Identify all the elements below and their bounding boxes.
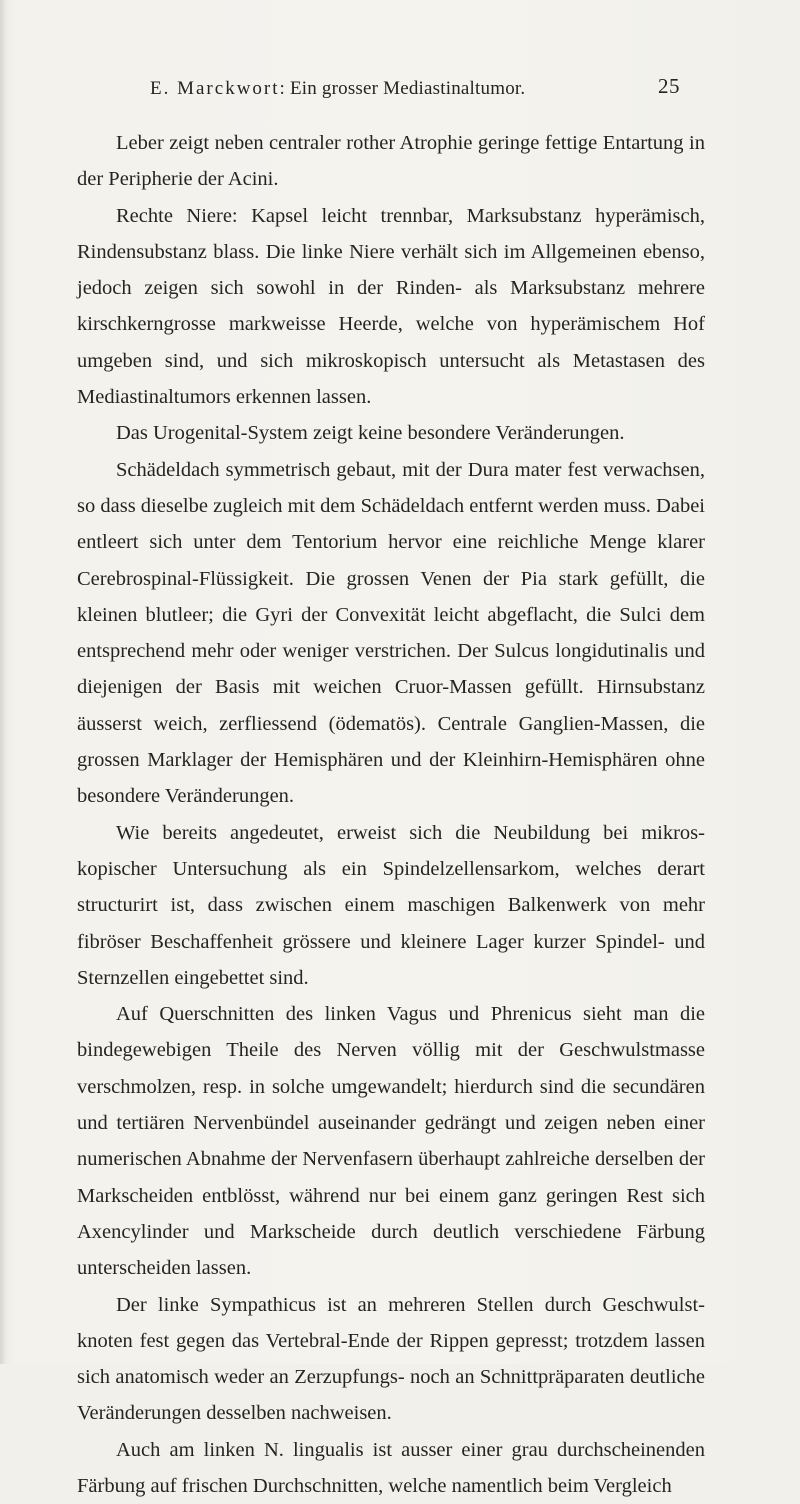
paragraph-skull: Schädeldach symmetrisch gebaut, mit der Dura mater fest verwachsen, so dass dieselbe zugleich mit dem Schädeldach entfernt werden muss. Dabei entleert sich unter dem Tentorium hervor eine reichliche Menge klarer Cerebrospinal-Flüssigkeit. Die grossen Venen der Pia stark gefüllt, die kleinen blutleer; die Gyri der Convexität leicht abgeflacht, die Sulci dem entsprechend mehr oder weniger verstrichen. Der Sulcus longidutinalis und diejenigen der Basis mit weichen Cruor-Massen gefüllt. Hirnsubstanz äusserst weich, zerfliessend (ödematös). Centrale Ganglien-Massen, die grossen Marklager der Hemisphären und der Kleinhirn-Hemisphären ohne besondere Veränderungen. [77, 458, 705, 808]
paragraph-urogenital: Das Urogenital-System zeigt keine besondere Veränderungen. [116, 422, 625, 445]
paragraph-lingualis: Auch am linken N. lingualis ist ausser einer grau durchscheinenden Färbung auf frischen Durchschnitten, welche namentlich beim Vergleich [77, 1438, 705, 1497]
running-head-separator: : [279, 78, 286, 99]
paragraph-kidneys: Rechte Niere: Kapsel leicht trennbar, Marksubstanz hyperämisch, Rindensubstanz blass. Die linke Niere verhält sich im Allgemeinen ebenso, jedoch zeigen sich sowohl in der Rinden- als Marksubstanz mehrere kirschkerngrosse markweisse Heerde, welche von hyperämischem Hof umgeben sind, und sich mikroskopisch untersucht als Metastasen des Mediastinaltumors erkennen lassen. [77, 204, 705, 409]
paragraph-sympathicus: Der linke Sympathicus ist an mehreren Stellen durch Geschwulstknoten fest gegen das Vertebral-Ende der Rippen gepresst; trotzdem lassen sich anatomisch weder an Zerzupfungs- noch an Schnittpräparaten deutliche Veränderungen desselben nachweisen. [77, 1293, 705, 1425]
paragraph-liver: Leber zeigt neben centraler rother Atrophie geringe fettige Entartung in der Peripherie der Acini. [77, 132, 705, 191]
running-head [150, 78, 710, 108]
running-head-author: E. Marckwort [150, 78, 280, 99]
running-head-title: Ein grosser Mediastinaltumor. [289, 78, 526, 99]
paragraph-vagus: Auf Querschnitten des linken Vagus und Phrenicus sieht man die bindegewebigen Theile des Nerven völlig mit der Geschwulstmasse verschmolzen, resp. in solche umgewandelt; hierdurch sind die secundären und tertiären Nervenbündel auseinander gedrängt und zeigen neben einer numerischen Abnahme der Nervenfasern überhaupt zahlreiche derselben der Markscheiden entblösst, während nur bei einem ganz geringen Rest sich Axencylinder und Markscheide durch deutlich verschiedene Färbung unterscheiden lassen. [77, 1003, 705, 1280]
paragraph-neoplasm: Wie bereits angedeutet, erweist sich die Neubildung bei mikroskopischer Untersuchung als ein Spindelzellensarkom, welches derart structurirt ist, dass zwischen einem maschigen Balkenwerk von mehr fibröser Beschaffenheit grössere und kleinere Lager kurzer Spindel- und Sternzellen eingebettet sind. [77, 821, 705, 989]
page-number: 25 [658, 74, 680, 98]
binding-edge [0, 0, 6, 1364]
body-text [77, 125, 705, 1504]
